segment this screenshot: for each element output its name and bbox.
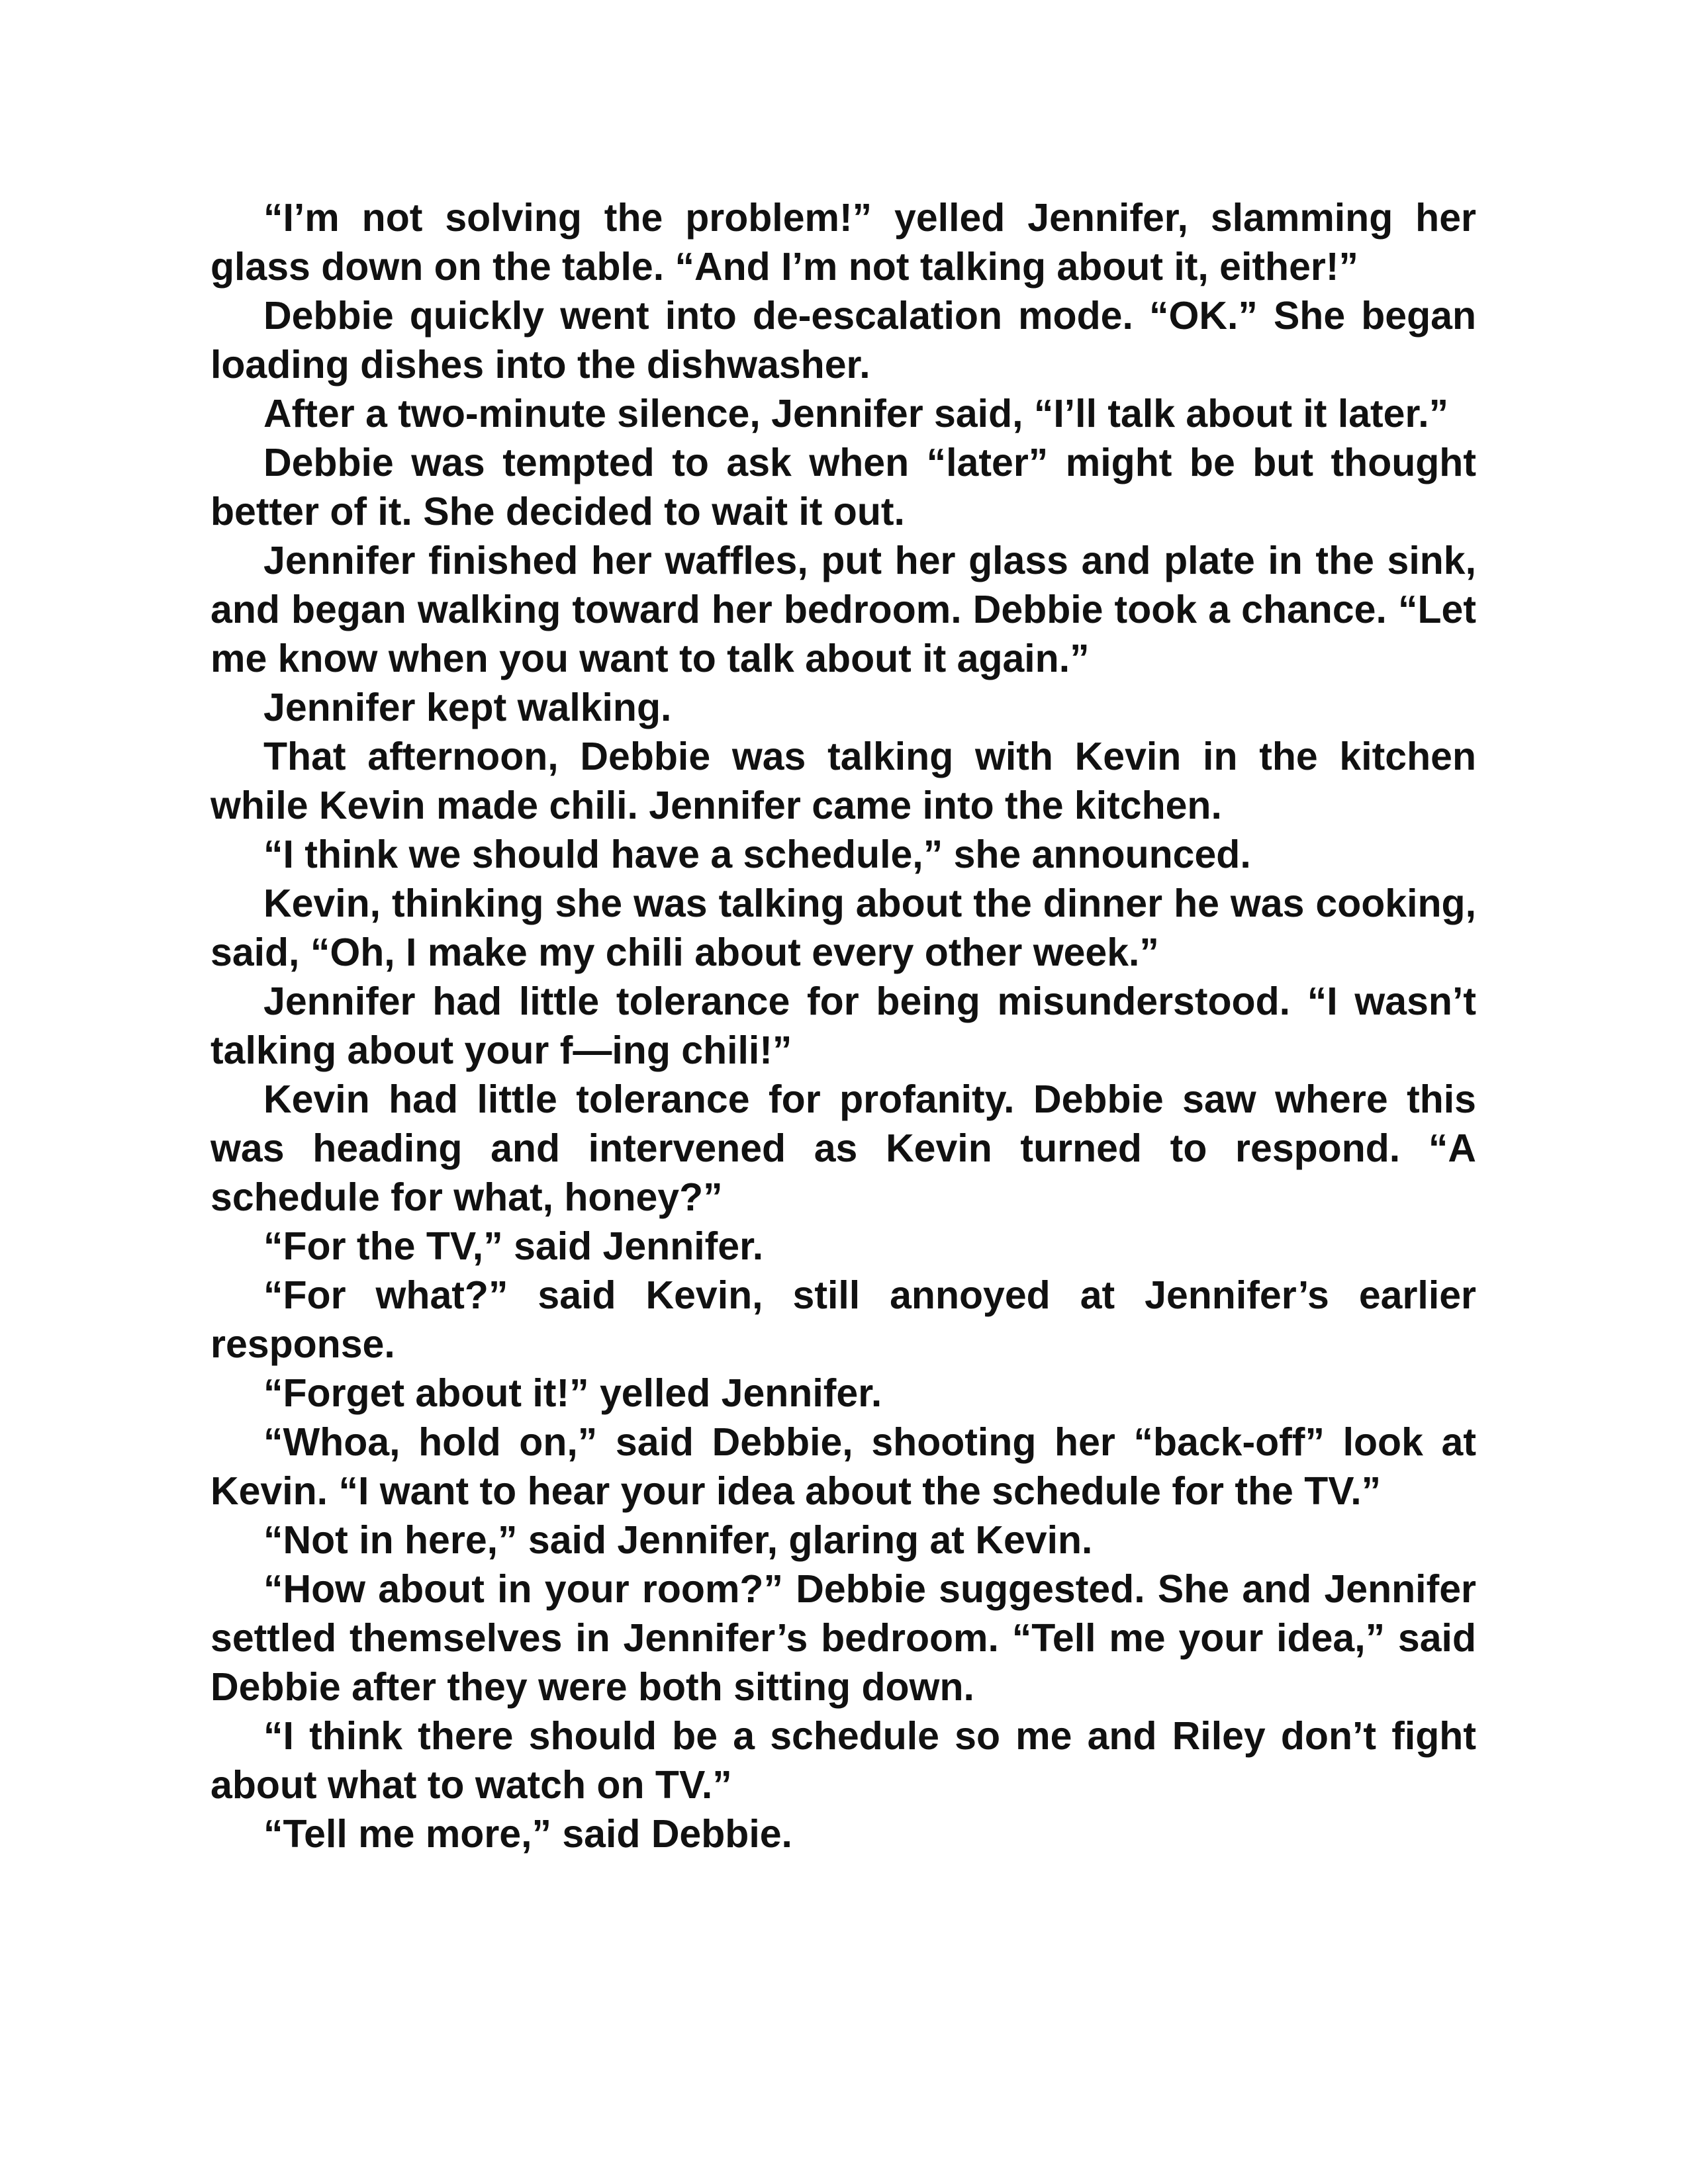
- paragraph: Kevin, thinking she was talking about the dinner he was cooking, said, “Oh, I make my chili about every other week.”: [211, 882, 1476, 974]
- paragraph: “I think we should have a schedule,” she announced.: [263, 833, 1251, 876]
- paragraph: After a two-minute silence, Jennifer said, “I’ll talk about it later.”: [263, 392, 1449, 435]
- paragraph: “Tell me more,” said Debbie.: [263, 1812, 792, 1856]
- paragraph: Kevin had little tolerance for profanity. Debbie saw where this was heading and intervened as Kevin turned to respond. “A schedule for what, honey?”: [211, 1077, 1476, 1219]
- paragraph: Jennifer kept walking.: [263, 686, 672, 729]
- paragraph: “Forget about it!” yelled Jennifer.: [263, 1371, 882, 1415]
- body-text: [211, 193, 1476, 1858]
- paragraph: Debbie was tempted to ask when “later” might be but thought better of it. She decided to wait it out.: [211, 441, 1476, 533]
- paragraph: That afternoon, Debbie was talking with Kevin in the kitchen while Kevin made chili. Jennifer came into the kitchen.: [211, 735, 1476, 827]
- paragraph: Jennifer finished her waffles, put her glass and plate in the sink, and began walking toward her bedroom. Debbie took a chance. “Let me know when you want to talk about it again.”: [211, 539, 1476, 680]
- paragraph: “Whoa, hold on,” said Debbie, shooting her “back-off” look at Kevin. “I want to hear your idea about the schedule for the TV.”: [211, 1420, 1476, 1513]
- paragraph: “I’m not solving the problem!” yelled Jennifer, slamming her glass down on the table. “And I’m not talking about it, either!”: [211, 196, 1476, 289]
- paragraph: “How about in your room?” Debbie suggested. She and Jennifer settled themselves in Jennifer’s bedroom. “Tell me your idea,” said Debbie after they were both sitting down.: [211, 1567, 1476, 1709]
- paragraph: “For what?” said Kevin, still annoyed at Jennifer’s earlier response.: [211, 1273, 1476, 1366]
- paragraph: Jennifer had little tolerance for being misunderstood. “I wasn’t talking about your f—ing chili!”: [211, 979, 1476, 1072]
- paragraph: “I think there should be a schedule so me and Riley don’t fight about what to watch on TV.”: [211, 1714, 1476, 1807]
- paragraph: “For the TV,” said Jennifer.: [263, 1224, 764, 1268]
- paragraph: Debbie quickly went into de-escalation mode. “OK.” She began loading dishes into the dishwasher.: [211, 294, 1476, 387]
- paragraph: “Not in here,” said Jennifer, glaring at Kevin.: [263, 1518, 1093, 1562]
